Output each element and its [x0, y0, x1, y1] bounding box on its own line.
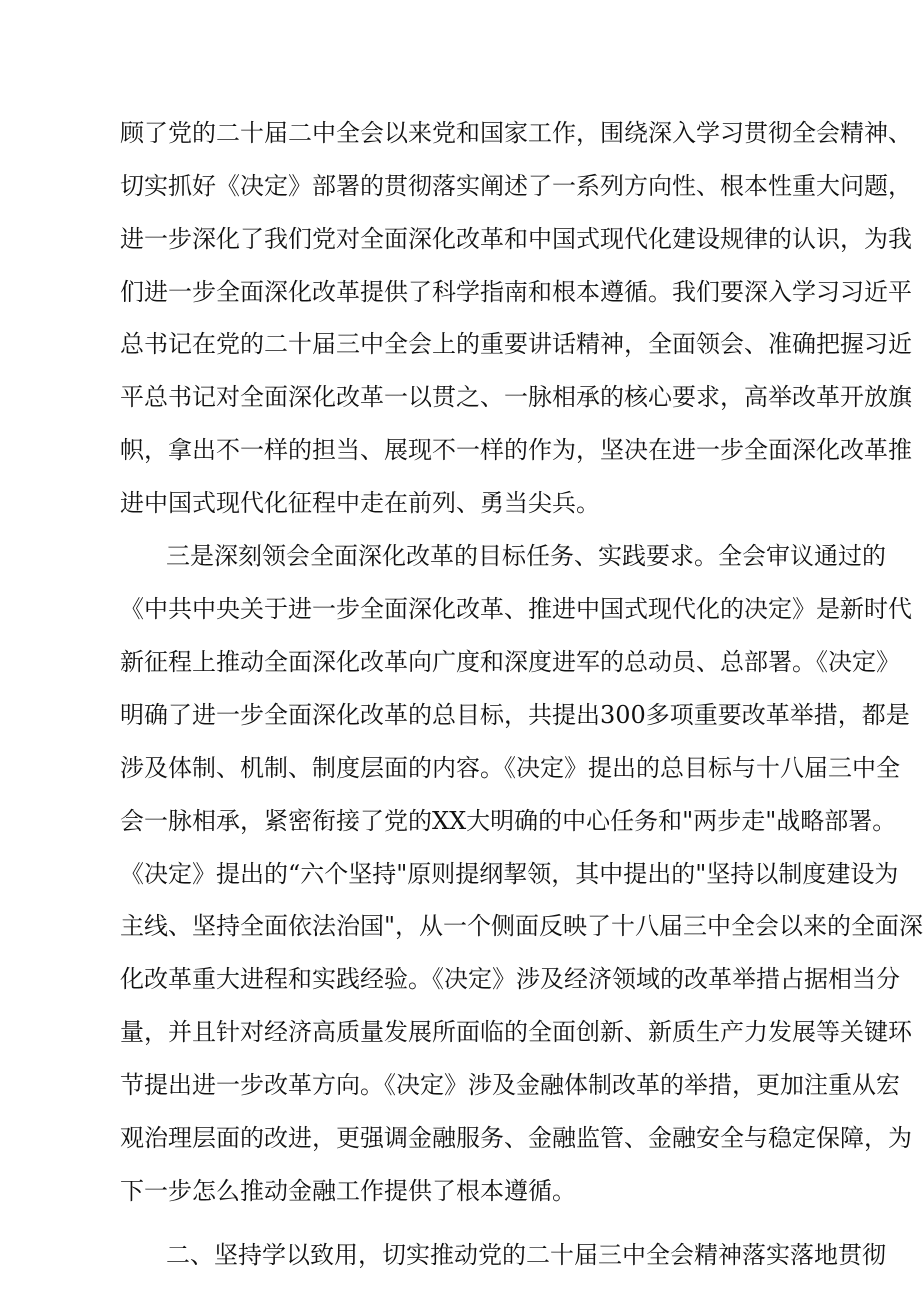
paragraph-line-16: 主线、坚持全面依法治国"，从一个侧面反映了十八届三中全会以来的全面深 — [120, 912, 923, 940]
paragraph-line-6: 平总书记对全面深化改革一以贯之、一脉相承的核心要求，高举改革开放旗 — [120, 383, 912, 411]
paragraph-line-1: 顾了党的二十届二中全会以来党和国家工作，围绕深入学习贯彻全会精神、 — [120, 119, 912, 147]
paragraph-line-3: 进一步深化了我们党对全面深化改革和中国式现代化建设规律的认识，为我 — [120, 225, 912, 253]
section-heading-line: 二、坚持学以致用，切实推动党的二十届三中全会精神落实落地贯彻 — [166, 1241, 886, 1269]
paragraph-line-9: 三是深刻领会全面深化改革的目标任务、实践要求。全会审议通过的 — [166, 542, 886, 570]
paragraph-line-19: 节提出进一步改革方向。《决定》涉及金融体制改革的举措，更加注重从宏 — [120, 1071, 900, 1099]
paragraph-line-15: 《决定》提出的“六个坚持"原则提纲挈领，其中提出的"坚持以制度建设为 — [120, 860, 899, 888]
paragraph-line-10: 《中共中央关于进一步全面深化改革、推进中国式现代化的决定》是新时代 — [120, 595, 912, 623]
paragraph-line-13: 涉及体制、机制、制度层面的内容。《决定》提出的总目标与十八届三中全 — [120, 754, 900, 782]
paragraph-line-21: 下一步怎么推动金融工作提供了根本遵循。 — [120, 1177, 576, 1205]
paragraph-line-11: 新征程上推动全面深化改革向广度和深度进军的总动员、总部署。《决定》 — [120, 648, 900, 676]
paragraph-line-12: 明确了进一步全面深化改革的总目标，共提出300多项重要改革举措，都是 — [120, 701, 910, 729]
paragraph-line-17: 化改革重大进程和实践经验。《决定》涉及经济领域的改革举措占据相当分 — [120, 965, 900, 993]
paragraph-line-2: 切实抓好《决定》部署的贯彻落实阐述了一系列方向性、根本性重大问题， — [120, 172, 912, 200]
paragraph-line-5: 总书记在党的二十届三中全会上的重要讲话精神，全面领会、准确把握习近 — [120, 330, 912, 358]
paragraph-line-8: 进中国式现代化征程中走在前列、勇当尖兵。 — [120, 489, 600, 517]
paragraph-line-14: 会一脉相承，紧密衔接了党的XX大明确的中心任务和"两步走"战略部署。 — [120, 807, 897, 835]
paragraph-line-7: 帜，拿出不一样的担当、展现不一样的作为，坚决在进一步全面深化改革推 — [120, 436, 912, 464]
paragraph-line-4: 们进一步全面深化改革提供了科学指南和根本遵循。我们要深入学习习近平 — [120, 278, 912, 306]
paragraph-line-20: 观治理层面的改进，更强调金融服务、金融监管、金融安全与稳定保障，为 — [120, 1124, 912, 1152]
paragraph-line-18: 量，并且针对经济高质量发展所面临的全面创新、新质生产力发展等关键环 — [120, 1018, 912, 1046]
